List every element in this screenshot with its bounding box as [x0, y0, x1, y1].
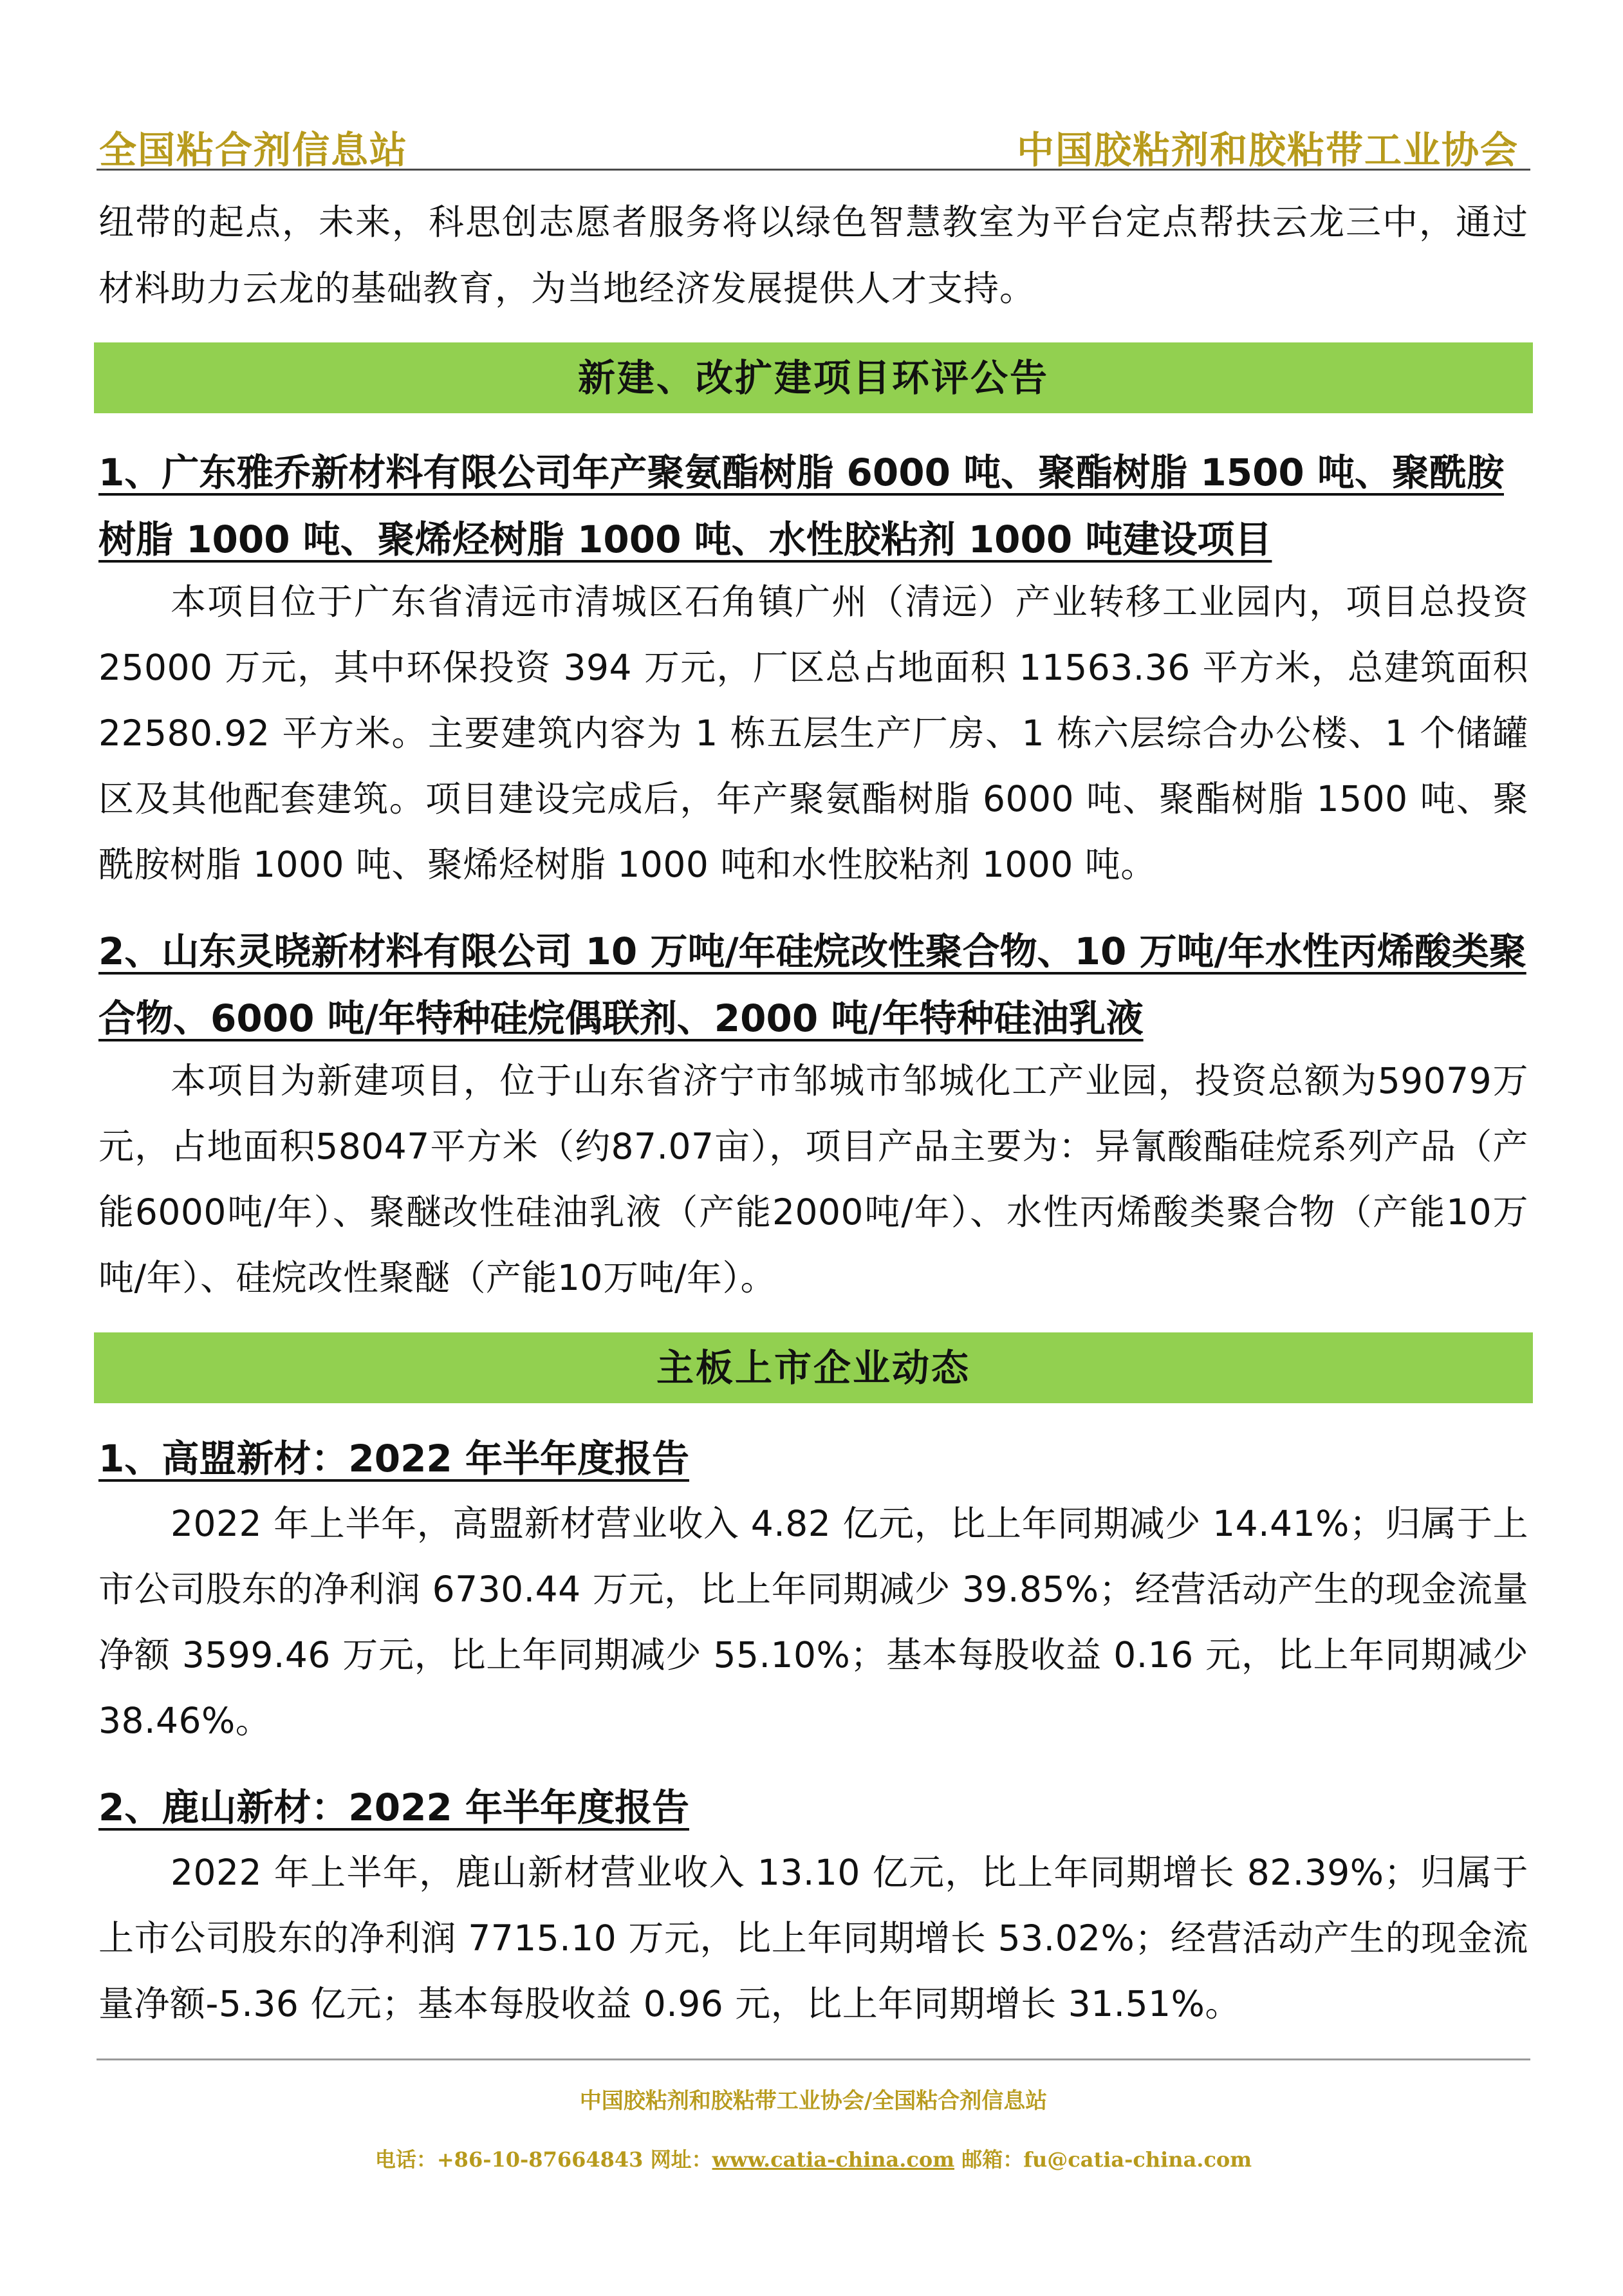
project-heading-2-text: 2、山东灵晓新材料有限公司 10 万吨/年硅烷改性聚合物、10 万吨/年水性丙烯酸类聚合物、6000 吨/年特种硅烷偶联剂、2000 吨/年特种硅油乳液 — [98, 929, 1526, 1040]
footer-org-line: 中国胶粘剂和胶粘带工业协会/全国粘合剂信息站 — [579, 2088, 1048, 2114]
company-heading-2-text: 2、鹿山新材：2022 年半年度报告 — [98, 1786, 689, 1829]
company-heading-1 — [98, 1425, 1528, 1492]
footer-website-link[interactable]: www.catia-china.com — [712, 2147, 955, 2172]
footer-divider — [97, 2058, 1530, 2060]
company-body-1: 2022 年上半年，高盟新材营业收入 4.82 亿元，比上年同期减少 14.41%；归属于上市公司股东的净利润 6730.44 万元，比上年同期减少 39.85%；经营活动产生的现金流量净额 3599.46 万元，比上年同期减少 55.10%；基本每股收益 0.16 元，比上年同期减少 38.46%。 — [98, 1503, 1528, 1741]
section-banner-env-notices: 新建、改扩建项目环评公告 — [94, 342, 1533, 413]
company-heading-1-text: 1、高盟新材：2022 年半年度报告 — [98, 1437, 689, 1480]
project-body-1: 本项目位于广东省清远市清城区石角镇广州（清远）产业转移工业园内，项目总投资 25000 万元，其中环保投资 394 万元，厂区总占地面积 11563.36 平方米，总建筑面积 22580.92 平方米。主要建筑内容为 1 栋五层生产厂房、1 栋六层综合办公楼、1 个储罐区及其他配套建筑。项目建设完成后，年产聚氨酯树脂 6000 吨、聚酯树脂 1500 吨、聚酰胺树脂 1000 吨、聚烯烃树脂 1000 吨和水性胶粘剂 1000 吨。 — [98, 581, 1528, 885]
section-banner-listed-companies: 主板上市企业动态 — [94, 1332, 1533, 1403]
header-left-title: 全国粘合剂信息站 — [99, 128, 409, 172]
header-right-title: 中国胶粘剂和胶粘带工业协会 — [1016, 128, 1519, 172]
project-heading-1 — [98, 439, 1528, 573]
project-body-2: 本项目为新建项目，位于山东省济宁市邹城市邹城化工产业园，投资总额为59079万元，占地面积58047平方米（约87.07亩），项目产品主要为：异氰酸酯硅烷系列产品（产能6000吨/年）、聚醚改性硅油乳液（产能2000吨/年）、水性丙烯酸类聚合物（产能10万吨/年）、硅烷改性聚醚（产能10万吨/年）。 — [98, 1060, 1528, 1298]
footer-email: 邮箱：fu@catia-china.com — [954, 2147, 1252, 2172]
intro-paragraph: 纽带的起点，未来，科思创志愿者服务将以绿色智慧教室为平台定点帮扶云龙三中，通过材料助力云龙的基础教育，为当地经济发展提供人才支持。 — [98, 201, 1528, 309]
company-heading-2 — [98, 1774, 1528, 1841]
page-header — [97, 113, 1530, 171]
footer-phone: 电话：+86-10-87664843 网址： — [375, 2147, 712, 2172]
project-heading-2 — [98, 918, 1528, 1052]
footer-contact-line — [97, 2143, 1530, 2173]
project-heading-1-text: 1、广东雅乔新材料有限公司年产聚氨酯树脂 6000 吨、聚酯树脂 1500 吨、聚酰胺树脂 1000 吨、聚烯烃树脂 1000 吨、水性胶粘剂 1000 吨建设项目 — [98, 451, 1504, 561]
company-body-2: 2022 年上半年，鹿山新材营业收入 13.10 亿元，比上年同期增长 82.39%；归属于上市公司股东的净利润 7715.10 万元，比上年同期增长 53.02%；经营活动产生的现金流量净额-5.36 亿元；基本每股收益 0.96 元，比上年同期增长 31.51%。 — [98, 1852, 1528, 2024]
